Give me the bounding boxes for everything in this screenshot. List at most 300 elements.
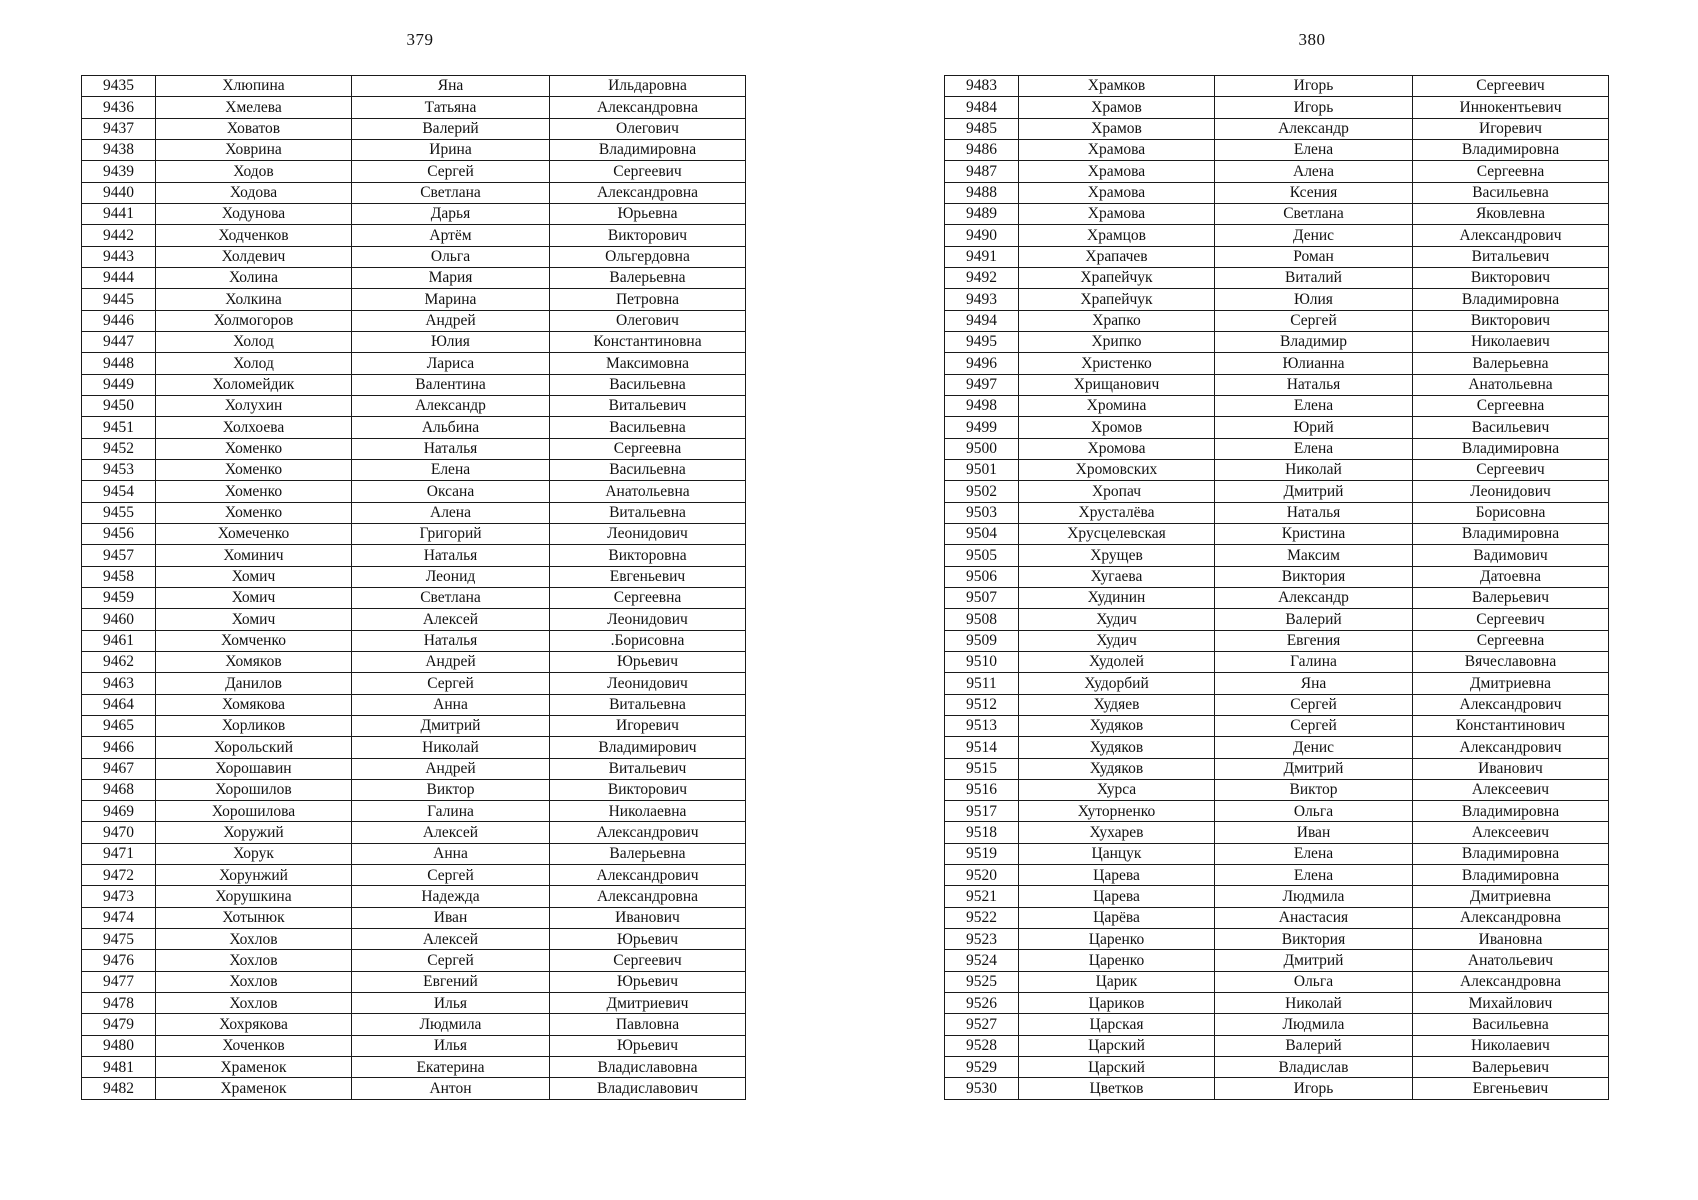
record-number-cell: 9437: [82, 118, 156, 139]
first-name-cell: Людмила: [1215, 886, 1413, 907]
patronymic-cell: Валерьевич: [1413, 587, 1609, 608]
table-row: [82, 417, 746, 438]
first-name-cell: Галина: [1215, 651, 1413, 672]
first-name-cell: Юрий: [1215, 417, 1413, 438]
surname-cell: Храмцов: [1019, 225, 1215, 246]
table-row: [945, 758, 1609, 779]
record-number-cell: 9523: [945, 929, 1019, 950]
surname-cell: Холхоева: [156, 417, 352, 438]
table-row: [945, 481, 1609, 502]
record-number-cell: 9493: [945, 289, 1019, 310]
patronymic-cell: Александрович: [550, 822, 746, 843]
first-name-cell: Андрей: [352, 651, 550, 672]
surname-cell: Храмов: [1019, 97, 1215, 118]
first-name-cell: Людмила: [1215, 1014, 1413, 1035]
patronymic-cell: Владимирович: [550, 737, 746, 758]
surname-cell: Хорушкина: [156, 886, 352, 907]
table-row: [945, 331, 1609, 352]
table-row: [82, 758, 746, 779]
patronymic-cell: Максимовна: [550, 353, 746, 374]
table-row: [945, 459, 1609, 480]
patronymic-cell: Юрьевич: [550, 929, 746, 950]
surname-cell: Цанцук: [1019, 843, 1215, 864]
patronymic-cell: Александровна: [1413, 971, 1609, 992]
surname-cell: Хорликов: [156, 715, 352, 736]
surname-cell: Царёва: [1019, 907, 1215, 928]
table-row: [945, 203, 1609, 224]
record-number-cell: 9502: [945, 481, 1019, 502]
record-number-cell: 9464: [82, 694, 156, 715]
first-name-cell: Дмитрий: [352, 715, 550, 736]
surname-cell: Холмогоров: [156, 310, 352, 331]
surname-cell: Хромов: [1019, 417, 1215, 438]
patronymic-cell: Юрьевич: [550, 1035, 746, 1056]
surname-cell: Холина: [156, 267, 352, 288]
surname-cell: Хорошилова: [156, 801, 352, 822]
table-row: [945, 694, 1609, 715]
record-number-cell: 9452: [82, 438, 156, 459]
record-number-cell: 9459: [82, 587, 156, 608]
patronymic-cell: Александрович: [1413, 225, 1609, 246]
table-row: [82, 971, 746, 992]
table-row: [82, 907, 746, 928]
table-row: [82, 225, 746, 246]
patronymic-cell: Сергеевич: [1413, 609, 1609, 630]
first-name-cell: Надежда: [352, 886, 550, 907]
page-number-left: 379: [406, 30, 434, 49]
patronymic-cell: Викторович: [1413, 267, 1609, 288]
table-row: [945, 822, 1609, 843]
patronymic-cell: Владимировна: [550, 139, 746, 160]
table-row: [82, 438, 746, 459]
record-number-cell: 9515: [945, 758, 1019, 779]
record-number-cell: 9451: [82, 417, 156, 438]
record-number-cell: 9470: [82, 822, 156, 843]
patronymic-cell: Юрьевна: [550, 203, 746, 224]
patronymic-cell: Вячеславовна: [1413, 651, 1609, 672]
record-number-cell: 9467: [82, 758, 156, 779]
record-number-cell: 9473: [82, 886, 156, 907]
surname-cell: Храменок: [156, 1057, 352, 1078]
record-number-cell: 9454: [82, 481, 156, 502]
table-row: [945, 1057, 1609, 1078]
record-number-cell: 9479: [82, 1014, 156, 1035]
surname-cell: Хухарев: [1019, 822, 1215, 843]
record-number-cell: 9439: [82, 161, 156, 182]
record-number-cell: 9466: [82, 737, 156, 758]
patronymic-cell: Ильдаровна: [550, 76, 746, 97]
surname-cell: Худяков: [1019, 715, 1215, 736]
record-number-cell: 9509: [945, 630, 1019, 651]
surname-cell: Холдевич: [156, 246, 352, 267]
record-number-cell: 9525: [945, 971, 1019, 992]
table-row: [82, 289, 746, 310]
first-name-cell: Елена: [352, 459, 550, 480]
first-name-cell: Григорий: [352, 523, 550, 544]
table-row: [945, 161, 1609, 182]
surname-cell: Худолей: [1019, 651, 1215, 672]
record-number-cell: 9460: [82, 609, 156, 630]
table-row: [82, 353, 746, 374]
patronymic-cell: Яковлевна: [1413, 203, 1609, 224]
surname-cell: Хотынюк: [156, 907, 352, 928]
patronymic-cell: Сергеевна: [1413, 161, 1609, 182]
surname-cell: Храпачев: [1019, 246, 1215, 267]
surname-cell: Царский: [1019, 1057, 1215, 1078]
table-row: [945, 289, 1609, 310]
record-number-cell: 9512: [945, 694, 1019, 715]
first-name-cell: Галина: [352, 801, 550, 822]
record-number-cell: 9455: [82, 502, 156, 523]
surname-cell: Хорошавин: [156, 758, 352, 779]
record-number-cell: 9461: [82, 630, 156, 651]
record-number-cell: 9453: [82, 459, 156, 480]
first-name-cell: Александр: [1215, 587, 1413, 608]
first-name-cell: Андрей: [352, 310, 550, 331]
record-number-cell: 9517: [945, 801, 1019, 822]
patronymic-cell: Александровна: [550, 97, 746, 118]
table-row: [82, 843, 746, 864]
record-number-cell: 9501: [945, 459, 1019, 480]
surname-cell: Хрищанович: [1019, 374, 1215, 395]
table-row: [82, 1078, 746, 1099]
patronymic-cell: Валерьевич: [1413, 1057, 1609, 1078]
table-row: [945, 651, 1609, 672]
first-name-cell: Евгения: [1215, 630, 1413, 651]
patronymic-cell: Сергеевич: [1413, 459, 1609, 480]
patronymic-cell: Евгеньевич: [550, 566, 746, 587]
surname-cell: Цветков: [1019, 1078, 1215, 1099]
record-number-cell: 9442: [82, 225, 156, 246]
record-number-cell: 9507: [945, 587, 1019, 608]
record-number-cell: 9471: [82, 843, 156, 864]
patronymic-cell: Валерьевна: [550, 267, 746, 288]
first-name-cell: Валерий: [352, 118, 550, 139]
record-number-cell: 9476: [82, 950, 156, 971]
surname-cell: Худяков: [1019, 758, 1215, 779]
first-name-cell: Юлианна: [1215, 353, 1413, 374]
table-row: [945, 1078, 1609, 1099]
patronymic-cell: Вадимович: [1413, 545, 1609, 566]
first-name-cell: Анна: [352, 843, 550, 864]
patronymic-cell: Сергеевич: [550, 161, 746, 182]
first-name-cell: Денис: [1215, 225, 1413, 246]
table-row: [82, 182, 746, 203]
patronymic-cell: Анатольевна: [1413, 374, 1609, 395]
patronymic-cell: Анатольевич: [1413, 950, 1609, 971]
surname-cell: Царева: [1019, 886, 1215, 907]
surname-cell: Холухин: [156, 395, 352, 416]
record-number-cell: 9447: [82, 331, 156, 352]
surname-cell: Хомяков: [156, 651, 352, 672]
surname-cell: Хомеченко: [156, 523, 352, 544]
patronymic-cell: Васильевич: [1413, 417, 1609, 438]
first-name-cell: Сергей: [352, 950, 550, 971]
surname-cell: Хоменко: [156, 438, 352, 459]
patronymic-cell: Николаевич: [1413, 331, 1609, 352]
record-number-cell: 9524: [945, 950, 1019, 971]
patronymic-cell: Леонидович: [550, 523, 746, 544]
patronymic-cell: .Борисовна: [550, 630, 746, 651]
table-row: [945, 76, 1609, 97]
first-name-cell: Артём: [352, 225, 550, 246]
patronymic-cell: Викторовна: [550, 545, 746, 566]
table-row: [945, 502, 1609, 523]
first-name-cell: Юлия: [352, 331, 550, 352]
patronymic-cell: Витальевич: [550, 758, 746, 779]
patronymic-cell: Владимировна: [1413, 523, 1609, 544]
surname-cell: Ховрина: [156, 139, 352, 160]
record-number-cell: 9490: [945, 225, 1019, 246]
first-name-cell: Анастасия: [1215, 907, 1413, 928]
surname-cell: Хорошилов: [156, 779, 352, 800]
surname-cell: Хоружий: [156, 822, 352, 843]
record-number-cell: 9478: [82, 993, 156, 1014]
record-number-cell: 9487: [945, 161, 1019, 182]
table-row: [945, 545, 1609, 566]
surname-cell: Храмова: [1019, 182, 1215, 203]
first-name-cell: Виталий: [1215, 267, 1413, 288]
surname-cell: Хохлов: [156, 993, 352, 1014]
first-name-cell: Мария: [352, 267, 550, 288]
surname-cell: Хомякова: [156, 694, 352, 715]
first-name-cell: Наталья: [1215, 374, 1413, 395]
surname-cell: Хохлов: [156, 971, 352, 992]
table-row: [82, 694, 746, 715]
first-name-cell: Екатерина: [352, 1057, 550, 1078]
patronymic-cell: Валерьевна: [550, 843, 746, 864]
record-number-cell: 9444: [82, 267, 156, 288]
first-name-cell: Дмитрий: [1215, 481, 1413, 502]
first-name-cell: Владислав: [1215, 1057, 1413, 1078]
patronymic-cell: Дмитриевна: [1413, 886, 1609, 907]
first-name-cell: Игорь: [1215, 1078, 1413, 1099]
first-name-cell: Иван: [1215, 822, 1413, 843]
surname-cell: Царенко: [1019, 950, 1215, 971]
surname-cell: Хохлов: [156, 950, 352, 971]
table-row: [82, 886, 746, 907]
first-name-cell: Евгений: [352, 971, 550, 992]
patronymic-cell: Леонидович: [550, 673, 746, 694]
record-number-cell: 9510: [945, 651, 1019, 672]
record-number-cell: 9477: [82, 971, 156, 992]
patronymic-cell: Ивановна: [1413, 929, 1609, 950]
table-row: [945, 609, 1609, 630]
table-row: [82, 267, 746, 288]
first-name-cell: Иван: [352, 907, 550, 928]
table-row: [82, 737, 746, 758]
first-name-cell: Николай: [1215, 993, 1413, 1014]
first-name-cell: Сергей: [352, 865, 550, 886]
first-name-cell: Наталья: [1215, 502, 1413, 523]
surname-cell: Хоминич: [156, 545, 352, 566]
record-number-cell: 9521: [945, 886, 1019, 907]
first-name-cell: Сергей: [352, 673, 550, 694]
surname-cell: Храпко: [1019, 310, 1215, 331]
table-row: [945, 374, 1609, 395]
surname-cell: Царская: [1019, 1014, 1215, 1035]
patronymic-cell: Олегович: [550, 118, 746, 139]
first-name-cell: Сергей: [1215, 310, 1413, 331]
table-row: [945, 246, 1609, 267]
record-number-cell: 9435: [82, 76, 156, 97]
first-name-cell: Елена: [1215, 139, 1413, 160]
table-row: [945, 438, 1609, 459]
surname-cell: Хуторненко: [1019, 801, 1215, 822]
record-number-cell: 9495: [945, 331, 1019, 352]
first-name-cell: Ирина: [352, 139, 550, 160]
first-name-cell: Илья: [352, 993, 550, 1014]
first-name-cell: Алена: [352, 502, 550, 523]
surname-cell: Ходунова: [156, 203, 352, 224]
first-name-cell: Николай: [1215, 459, 1413, 480]
patronymic-cell: Алексеевич: [1413, 779, 1609, 800]
patronymic-cell: Александрович: [550, 865, 746, 886]
table-row: [945, 225, 1609, 246]
record-number-cell: 9506: [945, 566, 1019, 587]
patronymic-cell: Владиславович: [550, 1078, 746, 1099]
table-row: [82, 139, 746, 160]
first-name-cell: Яна: [352, 76, 550, 97]
patronymic-cell: Алексеевич: [1413, 822, 1609, 843]
surname-cell: Храмова: [1019, 161, 1215, 182]
table-row: [945, 801, 1609, 822]
first-name-cell: Елена: [1215, 438, 1413, 459]
record-number-cell: 9484: [945, 97, 1019, 118]
first-name-cell: Алексей: [352, 929, 550, 950]
surname-cell: Худинин: [1019, 587, 1215, 608]
table-row: [945, 182, 1609, 203]
patronymic-cell: Сергеевна: [550, 438, 746, 459]
first-name-cell: Светлана: [352, 587, 550, 608]
surname-cell: Хромина: [1019, 395, 1215, 416]
table-row: [82, 1035, 746, 1056]
record-number-cell: 9486: [945, 139, 1019, 160]
record-number-cell: 9520: [945, 865, 1019, 886]
record-number-cell: 9518: [945, 822, 1019, 843]
first-name-cell: Валентина: [352, 374, 550, 395]
record-number-cell: 9436: [82, 97, 156, 118]
names-table-left: [81, 75, 746, 1100]
patronymic-cell: Евгеньевич: [1413, 1078, 1609, 1099]
patronymic-cell: Александровна: [550, 182, 746, 203]
patronymic-cell: Александровна: [550, 886, 746, 907]
surname-cell: Холод: [156, 353, 352, 374]
surname-cell: Хомич: [156, 566, 352, 587]
first-name-cell: Виктор: [352, 779, 550, 800]
first-name-cell: Ксения: [1215, 182, 1413, 203]
surname-cell: Худич: [1019, 609, 1215, 630]
patronymic-cell: Владимировна: [1413, 801, 1609, 822]
patronymic-cell: Александровна: [1413, 907, 1609, 928]
first-name-cell: Сергей: [1215, 715, 1413, 736]
surname-cell: Христенко: [1019, 353, 1215, 374]
first-name-cell: Альбина: [352, 417, 550, 438]
record-number-cell: 9513: [945, 715, 1019, 736]
surname-cell: Храмова: [1019, 139, 1215, 160]
record-number-cell: 9489: [945, 203, 1019, 224]
table-row: [82, 822, 746, 843]
surname-cell: Ходов: [156, 161, 352, 182]
patronymic-cell: Владимировна: [1413, 438, 1609, 459]
surname-cell: Храмов: [1019, 118, 1215, 139]
table-row: [82, 779, 746, 800]
record-number-cell: 9463: [82, 673, 156, 694]
record-number-cell: 9456: [82, 523, 156, 544]
record-number-cell: 9519: [945, 843, 1019, 864]
record-number-cell: 9440: [82, 182, 156, 203]
table-row: [945, 673, 1609, 694]
table-row: [82, 715, 746, 736]
record-number-cell: 9522: [945, 907, 1019, 928]
record-number-cell: 9499: [945, 417, 1019, 438]
record-number-cell: 9450: [82, 395, 156, 416]
patronymic-cell: Васильевна: [1413, 1014, 1609, 1035]
record-number-cell: 9443: [82, 246, 156, 267]
first-name-cell: Алексей: [352, 822, 550, 843]
surname-cell: Царева: [1019, 865, 1215, 886]
surname-cell: Хоменко: [156, 502, 352, 523]
page-number-right: 380: [1298, 30, 1326, 49]
table-row: [945, 267, 1609, 288]
table-row: [82, 587, 746, 608]
record-number-cell: 9481: [82, 1057, 156, 1078]
table-row: [82, 395, 746, 416]
surname-cell: Худяков: [1019, 737, 1215, 758]
patronymic-cell: Витальевна: [550, 502, 746, 523]
first-name-cell: Марина: [352, 289, 550, 310]
surname-cell: Хоменко: [156, 459, 352, 480]
surname-cell: Царик: [1019, 971, 1215, 992]
patronymic-cell: Васильевна: [550, 417, 746, 438]
first-name-cell: Виктория: [1215, 929, 1413, 950]
surname-cell: Храмков: [1019, 76, 1215, 97]
record-number-cell: 9500: [945, 438, 1019, 459]
surname-cell: Хугаева: [1019, 566, 1215, 587]
table-row: [82, 1057, 746, 1078]
patronymic-cell: Леонидович: [550, 609, 746, 630]
first-name-cell: Владимир: [1215, 331, 1413, 352]
table-row: [945, 139, 1609, 160]
record-number-cell: 9475: [82, 929, 156, 950]
table-row: [945, 587, 1609, 608]
surname-cell: Ховатов: [156, 118, 352, 139]
record-number-cell: 9511: [945, 673, 1019, 694]
record-number-cell: 9528: [945, 1035, 1019, 1056]
names-table-right: [944, 75, 1609, 1100]
first-name-cell: Дарья: [352, 203, 550, 224]
first-name-cell: Илья: [352, 1035, 550, 1056]
record-number-cell: 9504: [945, 523, 1019, 544]
patronymic-cell: Александрович: [1413, 694, 1609, 715]
table-row: [82, 331, 746, 352]
patronymic-cell: Дмитриевич: [550, 993, 746, 1014]
first-name-cell: Кристина: [1215, 523, 1413, 544]
patronymic-cell: Юрьевич: [550, 651, 746, 672]
surname-cell: Хромовских: [1019, 459, 1215, 480]
table-row: [945, 1014, 1609, 1035]
surname-cell: Царский: [1019, 1035, 1215, 1056]
first-name-cell: Дмитрий: [1215, 950, 1413, 971]
surname-cell: Холод: [156, 331, 352, 352]
patronymic-cell: Викторович: [1413, 310, 1609, 331]
surname-cell: Храпейчук: [1019, 267, 1215, 288]
table-row: [82, 950, 746, 971]
patronymic-cell: Николаевна: [550, 801, 746, 822]
patronymic-cell: Датоевна: [1413, 566, 1609, 587]
table-row: [82, 545, 746, 566]
record-number-cell: 9505: [945, 545, 1019, 566]
